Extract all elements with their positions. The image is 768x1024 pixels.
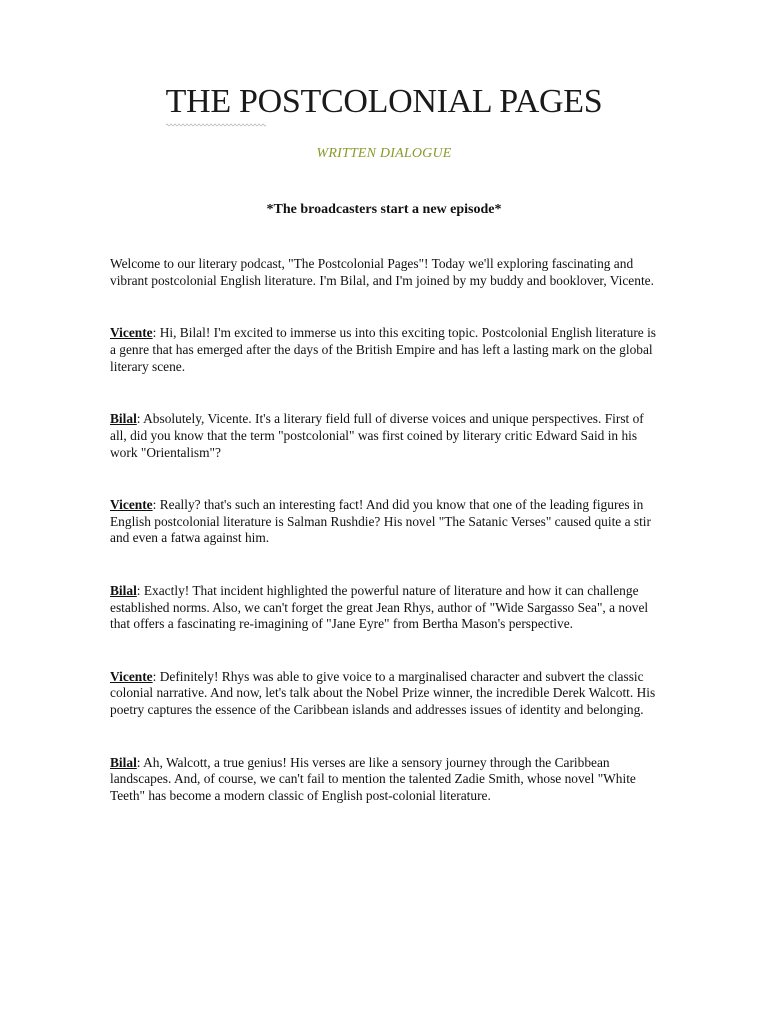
speaker-name: Vicente (110, 325, 153, 341)
speaker-name: Bilal (110, 754, 137, 770)
document-title (166, 84, 603, 124)
speaker-name: Vicente (110, 668, 153, 684)
speaker-name: Bilal (110, 410, 137, 426)
dialogue-text: : Ah, Walcott, a true genius! His verses are like a sensory journey through the Caribbean landscapes. And, of course, we can't fail to mention the talented Zadie Smith, whose novel "White Teeth" has become a modern classic of English post-colonial literature. (110, 754, 636, 804)
dialogue-line (110, 411, 662, 461)
dialogue-line (110, 497, 662, 547)
title-block (0, 84, 768, 124)
speaker-name: Bilal (110, 582, 137, 598)
speaker-name: Vicente (110, 496, 153, 512)
dialogue-line (110, 669, 662, 719)
stage-direction: *The broadcasters start a new episode* (266, 202, 502, 217)
dialogue-text: : Hi, Bilal! I'm excited to immerse us into this exciting topic. Postcolonial English literature is a genre that has emerged after the days of the British Empire and has left a lasting mark on the global literary scene. (110, 325, 657, 374)
dialogue-line (110, 755, 662, 805)
dialogue-content (110, 256, 662, 840)
dialogue-text: : Absolutely, Vicente. It's a literary field full of diverse voices and unique perspectives. First of all, did you know that the term "postcolonial" was first coined by literary critic Edward Said in his work "Orientalism"? (110, 410, 644, 460)
intro-paragraph: Welcome to our literary podcast, "The Postcolonial Pages"! Today we'll exploring fascinating and vibrant postcolonial English literature. I'm Bilal, and I'm joined by my buddy and booklover, Vicente. (110, 256, 654, 288)
dialogue-text: : Exactly! That incident highlighted the powerful nature of literature and how it can challenge established norms. Also, we can't forget the great Jean Rhys, author of "Wide Sargasso Sea", a novel that offers a fascinating re-imagining of "Jane Eyre" from Bertha Mason's perspective. (110, 582, 649, 632)
title-wavy-underline (166, 123, 266, 127)
document-subtitle: WRITTEN DIALOGUE (316, 146, 452, 161)
dialogue-line (110, 583, 662, 633)
dialogue-text: : Definitely! Rhys was able to give voice to a marginalised character and subvert the classic colonial narrative. And now, let's talk about the Nobel Prize winner, the incredible Derek Walcott. His poetry captures the essence of the Caribbean islands and addresses issues of identity and belonging. (110, 668, 656, 718)
dialogue-text: : Really? that's such an interesting fact! And did you know that one of the leading figures in English postcolonial literature is Salman Rushdie? His novel "The Satanic Verses" caused quite a stir and even a fatwa against him. (110, 496, 651, 546)
dialogue-line (110, 325, 662, 375)
document-title-text: THE POSTCOLONIAL PAGES (165, 83, 603, 120)
